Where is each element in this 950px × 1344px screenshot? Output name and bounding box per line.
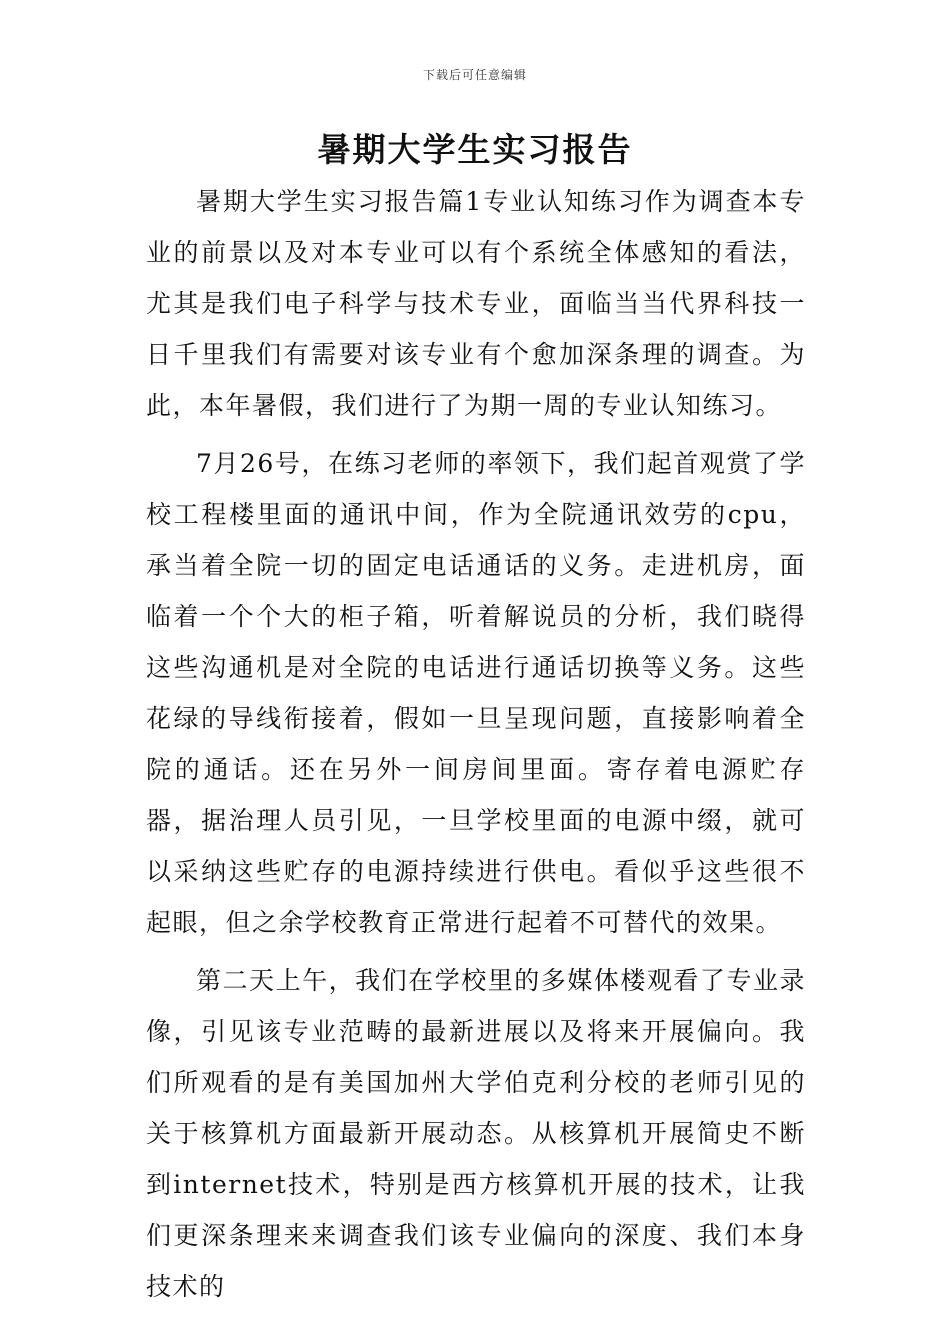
header-note: 下载后可任意编辑 <box>422 68 527 82</box>
paragraph-2: 7月26号，在练习老师的率领下，我们起首观赏了学校工程楼里面的通讯中间，作为全院通讯效劳的cpu，承当着全院一切的固定电话通话的义务。走进机房，面临着一个个大的柜子箱，听着解说员的分析，我们晓得这些沟通机是对全院的电话进行通话切换等义务。这些花绿的导线衔接着，假如一旦呈现问题，直接影响着全院的通话。还在另外一间房间里面。寄存着电源贮存器，据治理人员引见，一旦学校里面的电源中缀，就可以采纳这些贮存的电源持续进行供电。看似乎这些很不起眼，但之余学校教育正常进行起着不可替代的效果。 <box>146 449 806 937</box>
paragraph-1: 暑期大学生实习报告篇1专业认知练习作为调查本专业的前景以及对本专业可以有个系统全体感知的看法，尤其是我们电子科学与技术专业，面临当当代界科技一日千里我们有需要对该专业有个愈加深条理的调查。为此，本年暑假，我们进行了为期一周的专业认知练习。 <box>146 187 806 420</box>
document-body <box>146 176 806 1319</box>
document-title: 暑期大学生实习报告 <box>317 130 633 169</box>
paragraph-3: 第二天上午，我们在学校里的多媒体楼观看了专业录像，引见该专业范畴的最新进展以及将来开展偏向。我们所观看的是有美国加州大学伯克利分校的老师引见的关于核算机方面最新开展动态。从核算机开展简史不断到internet技术，特别是西方核算机开展的技术，让我们更深条理来来调查我们该专业偏向的深度、我们本身技术的 <box>146 966 806 1301</box>
